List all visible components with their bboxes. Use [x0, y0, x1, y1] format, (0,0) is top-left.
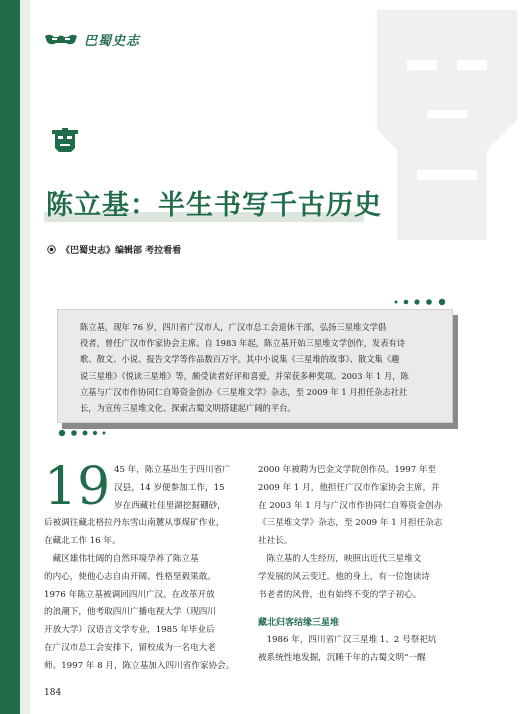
intro-line: 长，为宣传三星堆文化、探索古蜀文明搭建起广阔的平台。 [80, 403, 296, 414]
byline [47, 243, 181, 256]
body-line: 陈立基的人生经历，映照出近代三星堆文 [258, 553, 422, 564]
body-line: 后被调往藏北格拉丹东雪山南麓从事煤矿作业， [44, 518, 225, 529]
decorative-dots [58, 429, 118, 437]
body-line: 《三星堆文学》杂志，至 2009 年 1 月担任杂志 [258, 518, 443, 529]
intro-summary-box [57, 309, 453, 423]
dropcap: 19 [44, 457, 111, 517]
decorative-dots [392, 298, 452, 306]
header-logo [44, 30, 140, 49]
intro-line: 歌、散文、小说、报告文学等作品数百万字。其中小说集《三星堆的故事》、散文集《趣 [80, 354, 400, 365]
article-title: 陈立基：半生书写千古历史 [46, 190, 382, 221]
body-line: 在广汉市总工会安排下，留校成为一名电大老 [44, 642, 216, 653]
body-line: 2009 年 1 月，他担任广汉市作家协会主席，并 [258, 482, 440, 493]
header-title: 巴蜀史志 [84, 34, 141, 49]
target-circle-icon [47, 245, 56, 254]
body-line: 藏区雄伟壮阔的自然环境孕养了陈立基 [44, 553, 199, 564]
bronze-mask-icon [44, 33, 78, 47]
byline-text: 《巴蜀史志》编辑部 考拉看看 [61, 246, 182, 256]
body-line: 的浪潮下，他考取四川广播电视大学（现四川 [44, 607, 216, 618]
body-line: 学发展的风云变迁。他的身上，有一位饱读诗 [258, 571, 430, 582]
section-subheading: 藏北归客结缘三星堆 [258, 618, 340, 629]
body-column-right [258, 462, 456, 668]
body-line: 1986 年，四川省广汉三星堆 1、2 号祭祀坑 [258, 635, 437, 646]
page-number: 184 [44, 688, 62, 698]
body-line: 社社长。 [258, 536, 293, 547]
intro-line: 说三星堆》《悦读三星堆》等，颇受读者好评和喜爱，并荣获多种奖项。2003 年 1 月，陈 [80, 370, 409, 381]
body-line: 2000 年被聘为巴金文学院创作员。1997 年至 [258, 465, 437, 475]
body-line: 书老者的风骨，也有始终不变的学子初心。 [258, 589, 422, 600]
body-line: 45 年，陈立基出生于四川省广 [114, 465, 231, 475]
body-line: 汉县，14 岁便参加工作，15 [114, 482, 225, 493]
left-accent-band [20, 0, 30, 714]
body-line: 在藏北工作 16 年。 [44, 536, 121, 547]
body-column-left [44, 457, 242, 676]
body-line: 1976 年陈立基被调回四川广汉。在改革开放 [44, 589, 215, 600]
intro-line: 陈立基，现年 76 岁，四川省广汉市人，广汉市总工会退休干部，弘扬三星堆文学倡 [80, 322, 387, 332]
bronze-mask-icon [50, 128, 80, 154]
intro-line: 立基与广汉市作协同仁自筹资金创办《三星堆文学》杂志，至 2009 年 1 月担任杂志社社 [80, 386, 408, 397]
body-line: 被系统性地发掘，沉睡千年的古蜀文明“一醒 [258, 653, 426, 664]
left-accent-bar [0, 0, 20, 714]
body-line: 的内心，使他心志自由开阔、性格坚毅果敢。 [44, 571, 216, 582]
body-line: 岁在西藏社佳里湖挖掘硼砂， [114, 500, 226, 511]
body-line: 师。1997 年 8 月，陈立基加入四川省作家协会。 [44, 660, 235, 671]
body-line: 开放大学）汉语言文学专业，1985 年毕业后 [44, 625, 215, 636]
intro-line: 役者，曾任广汉市作家协会主席。自 1983 年起，陈立基开始三星堆文学创作，发表有诗 [80, 338, 406, 349]
body-line: 在 2003 年 1 月与广汉市作协同仁自筹资金创办 [258, 500, 443, 511]
